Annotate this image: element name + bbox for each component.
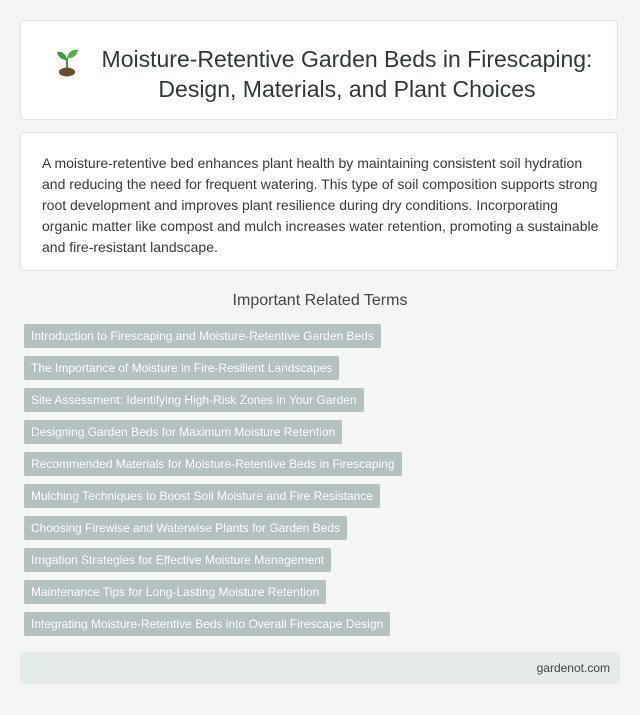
related-terms-list (24, 324, 620, 644)
summary-text: A moisture-retentive bed enhances plant health by maintaining consistent soil hydration and reducing the need for frequent watering. This type of soil composition supports strong root development and improves plant resilience during dry conditions. Incorporating organic matter like compost and mulch increases water retention, promoting a sustainable and fire-resistant landscape. (42, 155, 599, 255)
related-term-tag[interactable]: Introduction to Firescaping and Moisture-Retentive Garden Beds (24, 324, 381, 348)
related-term-tag[interactable]: Mulching Techniques to Boost Soil Moisture and Fire Resistance (24, 484, 380, 508)
summary-card (20, 132, 618, 271)
header-card (20, 20, 618, 120)
related-term-tag[interactable]: Site Assessment: Identifying High-Risk Zones in Your Garden (24, 388, 364, 412)
related-term-tag[interactable]: Recommended Materials for Moisture-Retentive Beds in Firescaping (24, 452, 402, 476)
related-term-tag[interactable]: The Importance of Moisture in Fire-Resilient Landscapes (24, 356, 339, 380)
related-terms-heading: Important Related Terms (232, 292, 408, 309)
related-term-tag[interactable]: Choosing Firewise and Waterwise Plants for Garden Beds (24, 516, 347, 540)
footer (20, 652, 620, 684)
related-term-tag[interactable]: Maintenance Tips for Long-Lasting Moisture Retention (24, 580, 326, 604)
title-wrap (49, 44, 599, 104)
related-term-tag[interactable]: Irrigation Strategies for Effective Moisture Management (24, 548, 331, 572)
seedling-icon (49, 42, 85, 78)
related-term-tag[interactable]: Integrating Moisture-Retentive Beds into Overall Firescape Design (24, 612, 390, 636)
footer-site-link[interactable]: gardenot.com (536, 661, 610, 675)
page-title: Moisture-Retentive Garden Beds in Firescaping: Design, Materials, and Plant Choices (101, 46, 593, 102)
related-term-tag[interactable]: Designing Garden Beds for Maximum Moisture Retention (24, 420, 342, 444)
